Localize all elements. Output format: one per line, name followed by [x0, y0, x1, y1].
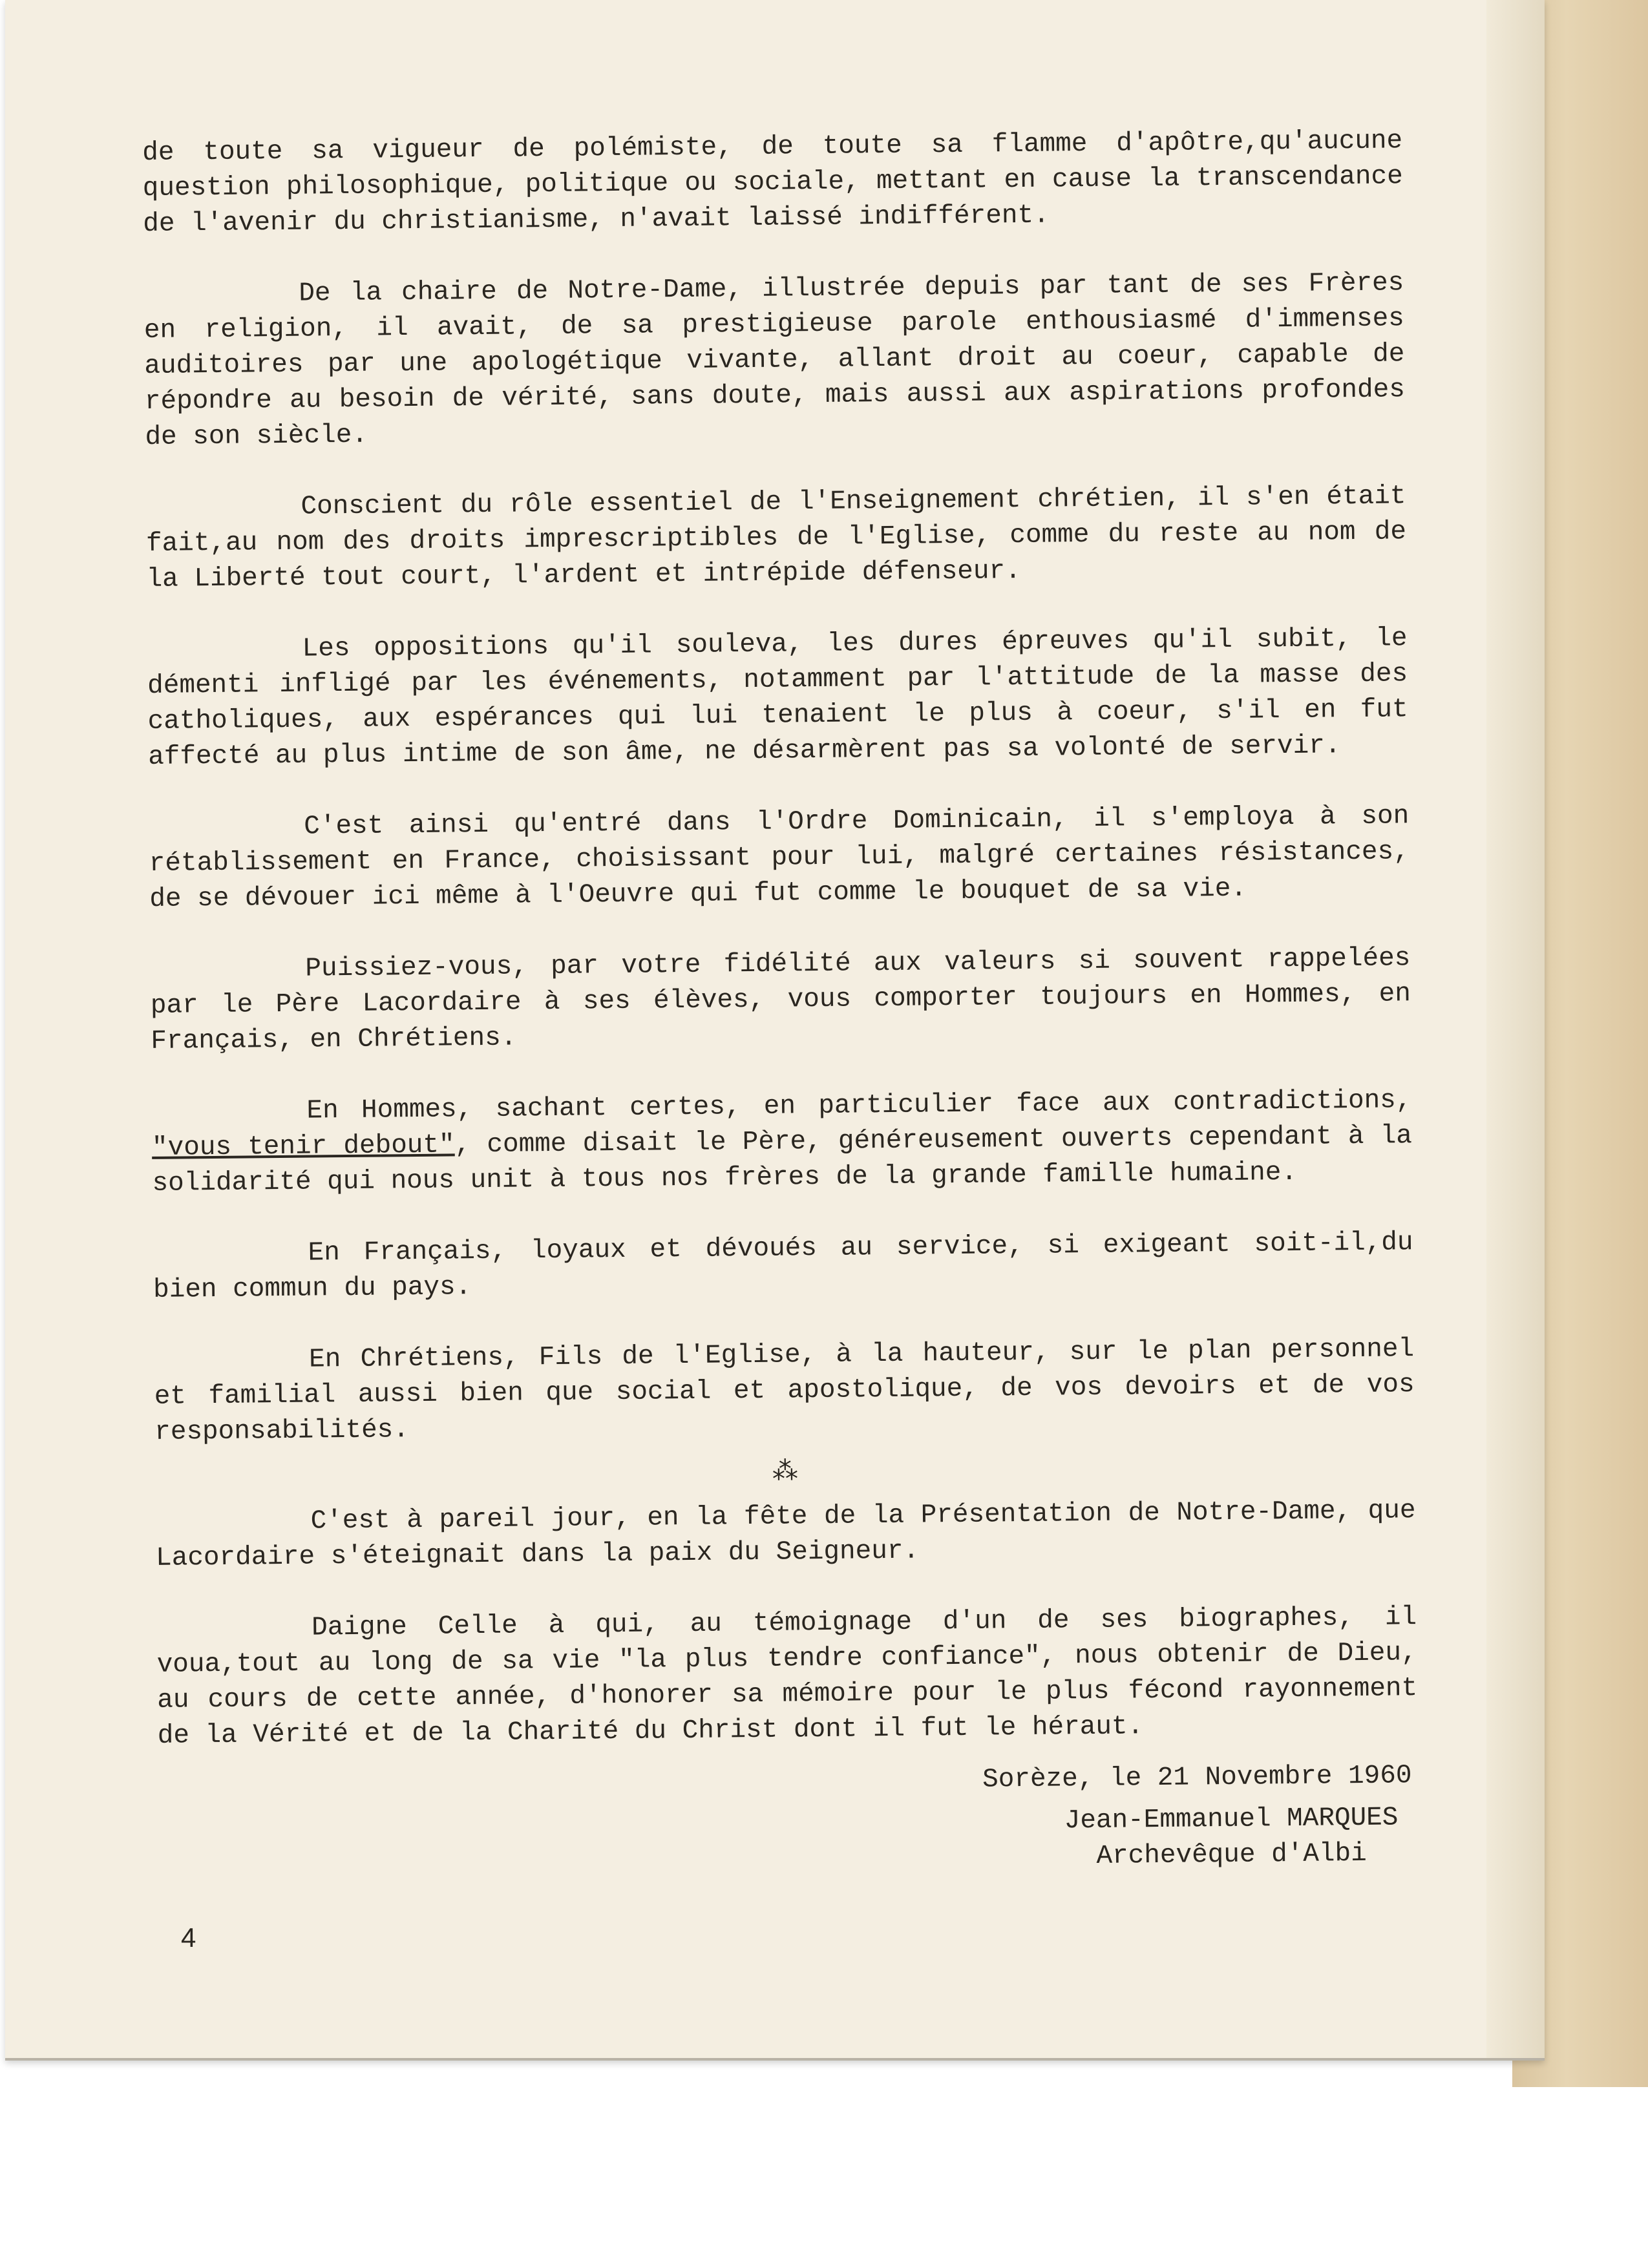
signatory-title: Archevêque d'Albi [1096, 1838, 1367, 1871]
paragraph-opening: de toute sa vigueur de polémiste, de toute sa flamme d'apôtre,qu'aucune question philosophique, politique ou sociale, mettant en cause la transcendance de l'avenir du christianisme, n'avait laissé indifférent. [142, 126, 1403, 239]
signature-block [1050, 1800, 1413, 1874]
quote-vous-tenir-debout: "vous tenir debout" [151, 1130, 455, 1163]
paragraph-en-francais: En Français, loyaux et dévoués au service, si exigeant soit-il,du bien commun du pays. [153, 1228, 1413, 1305]
hommes-lead: En Hommes, sachant certes, en particulier face aux contradictions, [306, 1086, 1412, 1126]
paragraph-en-hommes [151, 1083, 1412, 1202]
paragraph-ordre-dominicain: C'est ainsi qu'entré dans l'Ordre Dominicain, il s'employa à son rétablissement en France, choisissant pour lui, malgré certaines résistances, de se dévouer ici même à l'Oeuvre qui fut comme le bouquet de sa vie. [149, 801, 1410, 914]
page-fold-shadow [1486, 0, 1545, 2058]
paragraph-enseignement: Conscient du rôle essentiel de l'Enseignement chrétien, il s'en était fait,au nom des droits imprescriptibles de l'Eglise, comme du reste au nom de la Liberté tout court, l'ardent et intrépide défenseur. [145, 481, 1407, 594]
paragraph-fete: C'est à pareil jour, en la fête de la Présentation de Notre-Dame, que Lacordaire s'éteignait dans la paix du Seigneur. [155, 1496, 1416, 1573]
paragraph-daigne: Daigne Celle à qui, au témoignage d'un de ses biographes, il voua,tout au long de sa vie "la plus tendre confiance", nous obtenir de Dieu, au cours de cette année, d'honorer sa mémoire pour le plus fécond rayonnement de la Vérité et de la Charité du Christ dont il fut le héraut. [156, 1602, 1418, 1751]
signatory-name: Jean-Emmanuel MARQUES [1064, 1803, 1399, 1836]
paragraph-notre-dame: De la chaire de Notre-Dame, illustrée depuis par tant de ses Frères en religion, il avait, de sa prestigieuse parole enthousiasmé d'immenses auditoires par une apologétique vivante, allant droit au coeur, capable de répondre au besoin de vérité, sans doute, mais aussi aux aspirations profondes de son siècle. [143, 268, 1406, 452]
place-date: Sorèze, le 21 Novembre 1960 [982, 1761, 1412, 1795]
paragraph-oppositions: Les oppositions qu'il souleva, les dures épreuves qu'il subit, le démenti infligé par les événements, notamment par l'attitude de la masse des catholiques, aux espérances qui lui tenaient le plus à coeur, s'il en fut affecté au plus intime de son âme, ne désarmèrent pas sa volonté de servir. [147, 624, 1408, 772]
section-separator-asterism: ⁂ [772, 1458, 799, 1488]
hommes-rest: , comme disait le Père, généreusement ouverts cependant à la solidarité qui nous unit à tous nos frères de la grande famille humaine. [152, 1121, 1413, 1199]
page-number: 4 [181, 1922, 196, 1953]
letter-body [142, 123, 1419, 1884]
paragraph-puissiez-vous: Puissiez-vous, par votre fidélité aux valeurs si souvent rappelées par le Père Lacordaire à ses élèves, vous comporter toujours en Hommes, en Français, en Chrétiens. [150, 943, 1411, 1056]
paragraph-en-chretiens: En Chrétiens, Fils de l'Eglise, à la hauteur, sur le plan personnel et familial aussi bien que social et apostolique, de vos devoirs et de vos responsabilités. [154, 1334, 1415, 1447]
